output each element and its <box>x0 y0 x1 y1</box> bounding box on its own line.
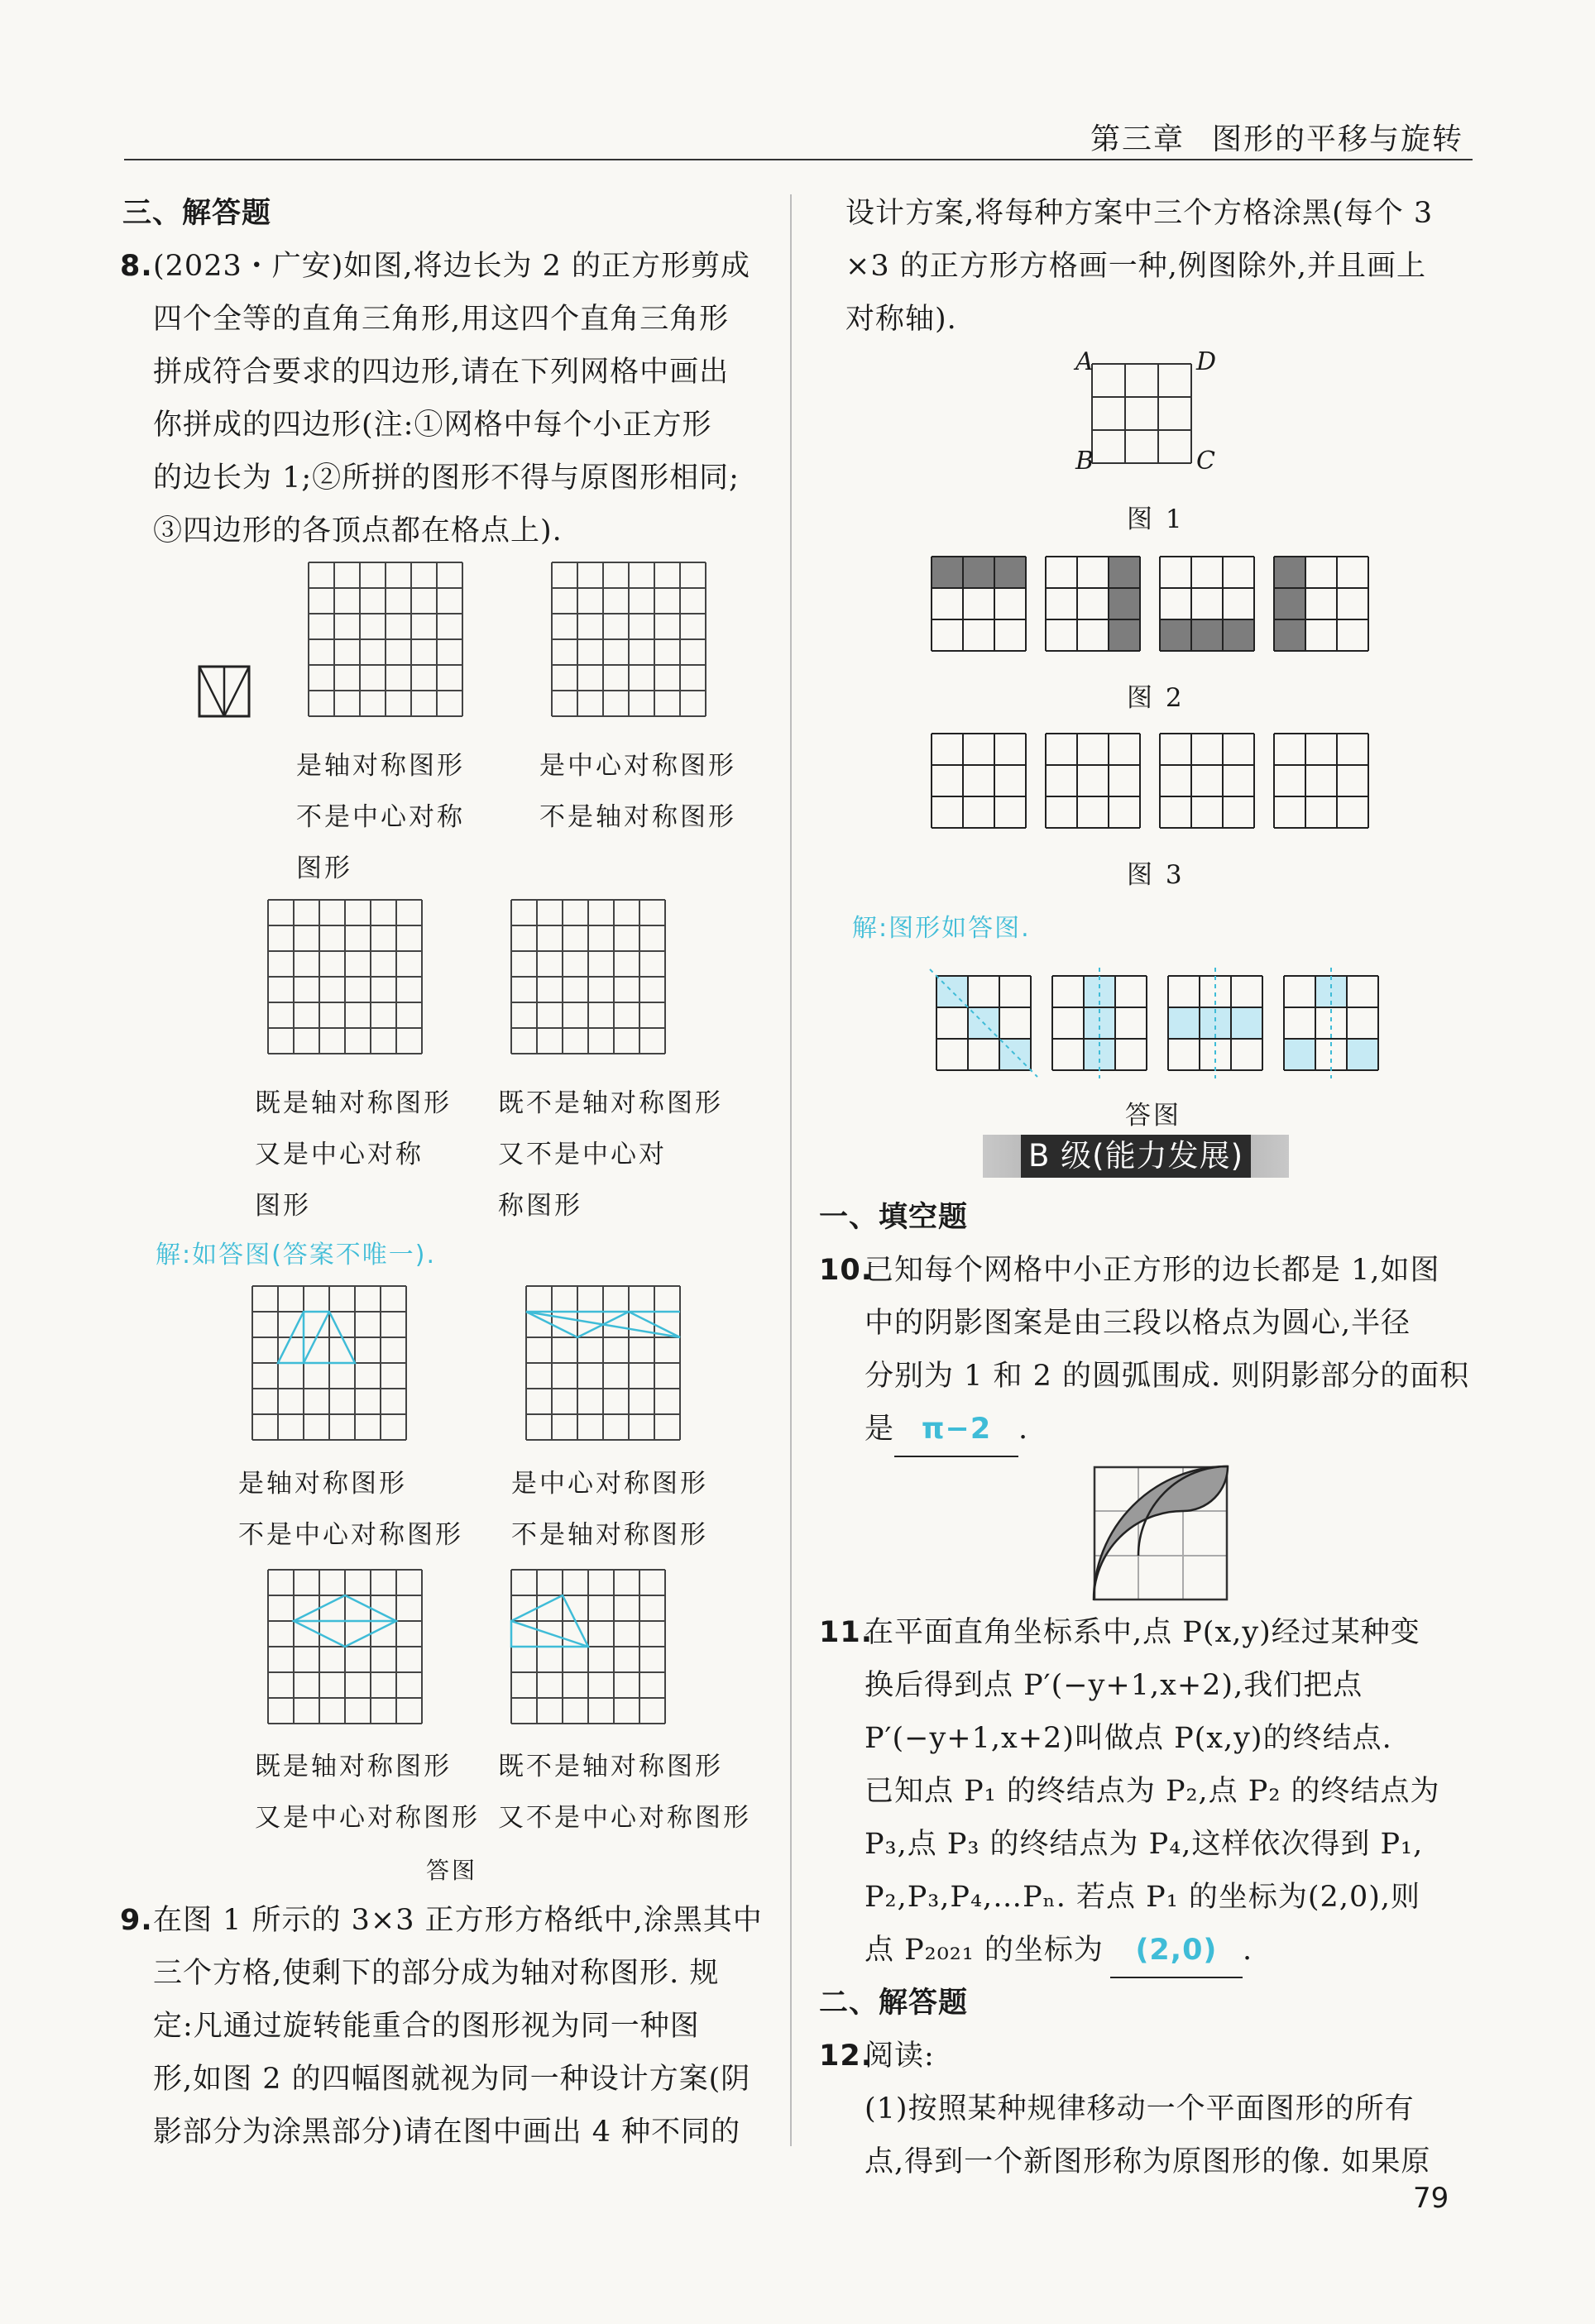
answer-label: 又是中心对称图形 <box>255 1803 480 1833</box>
q9-number: 9. <box>120 1904 153 1937</box>
q10-line: 分别为 1 和 2 的圆弧围成. 则阴影部分的面积 <box>865 1360 1470 1393</box>
answer-label: 是轴对称图形 <box>238 1469 407 1499</box>
grid-label: 既是轴对称图形 <box>255 1088 452 1118</box>
grid-label: 既不是轴对称图形 <box>498 1088 723 1118</box>
shaded-cell <box>1223 619 1254 651</box>
answer-figure <box>1284 976 1378 1070</box>
q10-prefix: 是 <box>865 1413 895 1446</box>
answer-label: 既不是轴对称图形 <box>498 1752 723 1781</box>
q9-line: 影部分为涂黑部分)请在图中画出 4 种不同的 <box>153 2116 741 2149</box>
q11-prefix: 点 P₂₀₂₁ 的坐标为 <box>865 1934 1104 1967</box>
answer-grid-neither <box>511 1570 668 1727</box>
answer-grid-central <box>526 1286 683 1443</box>
q10-answer-blank[interactable]: π−2 <box>894 1403 1018 1457</box>
answer-grid-axis <box>252 1286 410 1443</box>
shaded-cell <box>1274 557 1305 588</box>
answer-shaded-cell <box>1168 1007 1200 1039</box>
answer-shaded-cell <box>1284 1039 1315 1070</box>
figure3-blank-grid[interactable] <box>1274 734 1370 830</box>
page-number: 79 <box>1413 2182 1449 2215</box>
vertex-D: D <box>1196 347 1217 376</box>
figure2-grid <box>1160 557 1256 653</box>
grid-label: 是中心对称图形 <box>539 751 736 781</box>
q10-shaded-figure <box>1094 1466 1228 1600</box>
q8-line: (2023・广安)如图,将边长为 2 的正方形剪成 <box>153 250 751 283</box>
fig3-caption: 图 3 <box>1127 860 1185 890</box>
shaded-cell <box>1274 588 1305 619</box>
q11-last-line <box>865 1924 1253 1978</box>
shaded-leaf <box>1094 1466 1228 1600</box>
answer-label: 不是中心对称图形 <box>238 1520 463 1550</box>
q9-cont-line: 对称轴). <box>845 303 957 336</box>
shaded-cell <box>963 557 994 588</box>
answer-label: 不是轴对称图形 <box>511 1520 708 1550</box>
answer-figure <box>936 976 1031 1070</box>
section-title-answer-2: 二、解答题 <box>819 1987 969 2020</box>
section-title-fill: 一、填空题 <box>819 1201 969 1234</box>
q8-answer-intro: 解:如答图(答案不唯一). <box>156 1241 437 1270</box>
q9-answer-intro: 解:图形如答图. <box>852 914 1031 943</box>
vertex-A: A <box>1075 347 1094 376</box>
shaded-cell <box>1109 619 1140 651</box>
answer-figure <box>1168 976 1262 1070</box>
figure3-blank-grid[interactable] <box>932 734 1027 830</box>
shaded-cell <box>1160 619 1191 651</box>
grid-q8-both[interactable] <box>268 900 425 1057</box>
section-title-answer: 三、解答题 <box>122 197 272 230</box>
figure2-grid <box>932 557 1027 653</box>
column-divider <box>790 194 792 2146</box>
grid-q8-axis[interactable] <box>309 562 466 720</box>
answer-shaded-cell <box>1347 1039 1378 1070</box>
q8-line: 的边长为 1;②所拼的图形不得与原图形相同; <box>153 461 740 495</box>
shaded-cell <box>1109 557 1140 588</box>
q10-last-line <box>865 1403 1028 1457</box>
chapter-label: 第三章 <box>1090 122 1185 156</box>
q9-line: 定:凡通过旋转能重合的图形视为同一种图 <box>153 2010 700 2043</box>
answer-shaded-cell <box>1231 1007 1262 1039</box>
figure2-grid <box>1046 557 1142 653</box>
grid-label: 图形 <box>255 1191 311 1221</box>
shaded-cell <box>1274 619 1305 651</box>
q11-line: P₂,P₃,P₄,…Pₙ. 若点 P₁ 的坐标为(2,0),则 <box>865 1881 1420 1914</box>
q9-line: 三个方格,使剩下的部分成为轴对称图形. 规 <box>153 1957 720 1990</box>
q8-line: 四个全等的直角三角形,用这四个直角三角形 <box>153 303 730 336</box>
q8-line: ③四边形的各顶点都在格点上). <box>153 514 563 548</box>
shaded-cell <box>932 557 963 588</box>
answer-caption: 答图 <box>1125 1101 1181 1131</box>
shaded-cell <box>994 557 1026 588</box>
vertex-B: B <box>1075 447 1094 476</box>
grid-label: 是轴对称图形 <box>296 751 465 781</box>
grid-label: 称图形 <box>498 1191 582 1221</box>
q9-line: 在图 1 所示的 3×3 正方形方格纸中,涂黑其中 <box>153 1904 763 1937</box>
split-square-figure <box>199 666 250 717</box>
answer-label: 既是轴对称图形 <box>255 1752 452 1781</box>
shaded-cell <box>1109 588 1140 619</box>
figure1-grid <box>1092 364 1191 463</box>
answer-figure <box>1052 976 1147 1070</box>
figure3-blank-grid[interactable] <box>1160 734 1256 830</box>
q11-suffix: . <box>1242 1934 1253 1967</box>
grid-q8-neither[interactable] <box>511 900 668 1057</box>
q11-number: 11. <box>819 1616 874 1649</box>
grid-label: 不是中心对称 <box>296 802 465 832</box>
q8-number: 8. <box>120 250 153 283</box>
q12-label: 阅读: <box>865 2039 935 2073</box>
grid-label: 不是轴对称图形 <box>539 802 736 832</box>
answer-caption: 答图 <box>426 1857 478 1884</box>
figure3-blank-grid[interactable] <box>1046 734 1142 830</box>
q8-line: 拼成符合要求的四边形,请在下列网格中画出 <box>153 356 730 389</box>
grid-label: 又不是中心对 <box>498 1140 667 1169</box>
q9-cont-line: 设计方案,将每种方案中三个方格涂黑(每个 3 <box>845 197 1434 230</box>
q11-line: 在平面直角坐标系中,点 P(x,y)经过某种变 <box>865 1616 1420 1649</box>
q11-answer-blank[interactable]: (2,0) <box>1110 1924 1243 1978</box>
level-banner <box>983 1135 1289 1178</box>
header-rule <box>124 159 1473 160</box>
q11-line: 换后得到点 P′(−y+1,x+2),我们把点 <box>865 1669 1363 1702</box>
q9-line: 形,如图 2 的四幅图就视为同一种设计方案(阴 <box>153 2063 751 2096</box>
q9-cont-line: ×3 的正方形方格画一种,例图除外,并且画上 <box>845 250 1426 283</box>
fig2-caption: 图 2 <box>1127 683 1185 713</box>
q11-line: P₃,点 P₃ 的终结点为 P₄,这样依次得到 P₁, <box>865 1828 1424 1861</box>
q10-line: 已知每个网格中小正方形的边长都是 1,如图 <box>865 1254 1440 1287</box>
fig1-caption: 图 1 <box>1127 504 1185 534</box>
figure2-grid <box>1274 557 1370 653</box>
answer-shaded-cell <box>936 976 968 1007</box>
answer-grid-both <box>268 1570 425 1727</box>
q12-line: (1)按照某种规律移动一个平面图形的所有 <box>865 2092 1415 2126</box>
q12-line: 点,得到一个新图形称为原图形的像. 如果原 <box>865 2145 1431 2178</box>
shaded-cell <box>1191 619 1223 651</box>
q11-line: 已知点 P₁ 的终结点为 P₂,点 P₂ 的终结点为 <box>865 1775 1440 1808</box>
q10-suffix: . <box>1018 1413 1029 1446</box>
grid-label: 又是中心对称 <box>255 1140 424 1169</box>
answer-label: 是中心对称图形 <box>511 1469 708 1499</box>
q11-line: P′(−y+1,x+2)叫做点 P(x,y)的终结点. <box>865 1722 1392 1755</box>
q10-number: 10. <box>819 1254 874 1287</box>
vertex-C: C <box>1196 447 1215 476</box>
q8-line: 你拼成的四边形(注:①网格中每个小正方形 <box>153 409 712 442</box>
level-banner-label: B 级(能力发展) <box>1021 1135 1251 1178</box>
q12-number: 12. <box>819 2039 874 2073</box>
grid-label: 图形 <box>296 854 352 883</box>
chapter-title: 图形的平移与旋转 <box>1212 122 1464 156</box>
answer-label: 又不是中心对称图形 <box>498 1803 751 1833</box>
grid-q8-central[interactable] <box>552 562 709 720</box>
q10-line: 中的阴影图案是由三段以格点为圆心,半径 <box>865 1307 1411 1340</box>
